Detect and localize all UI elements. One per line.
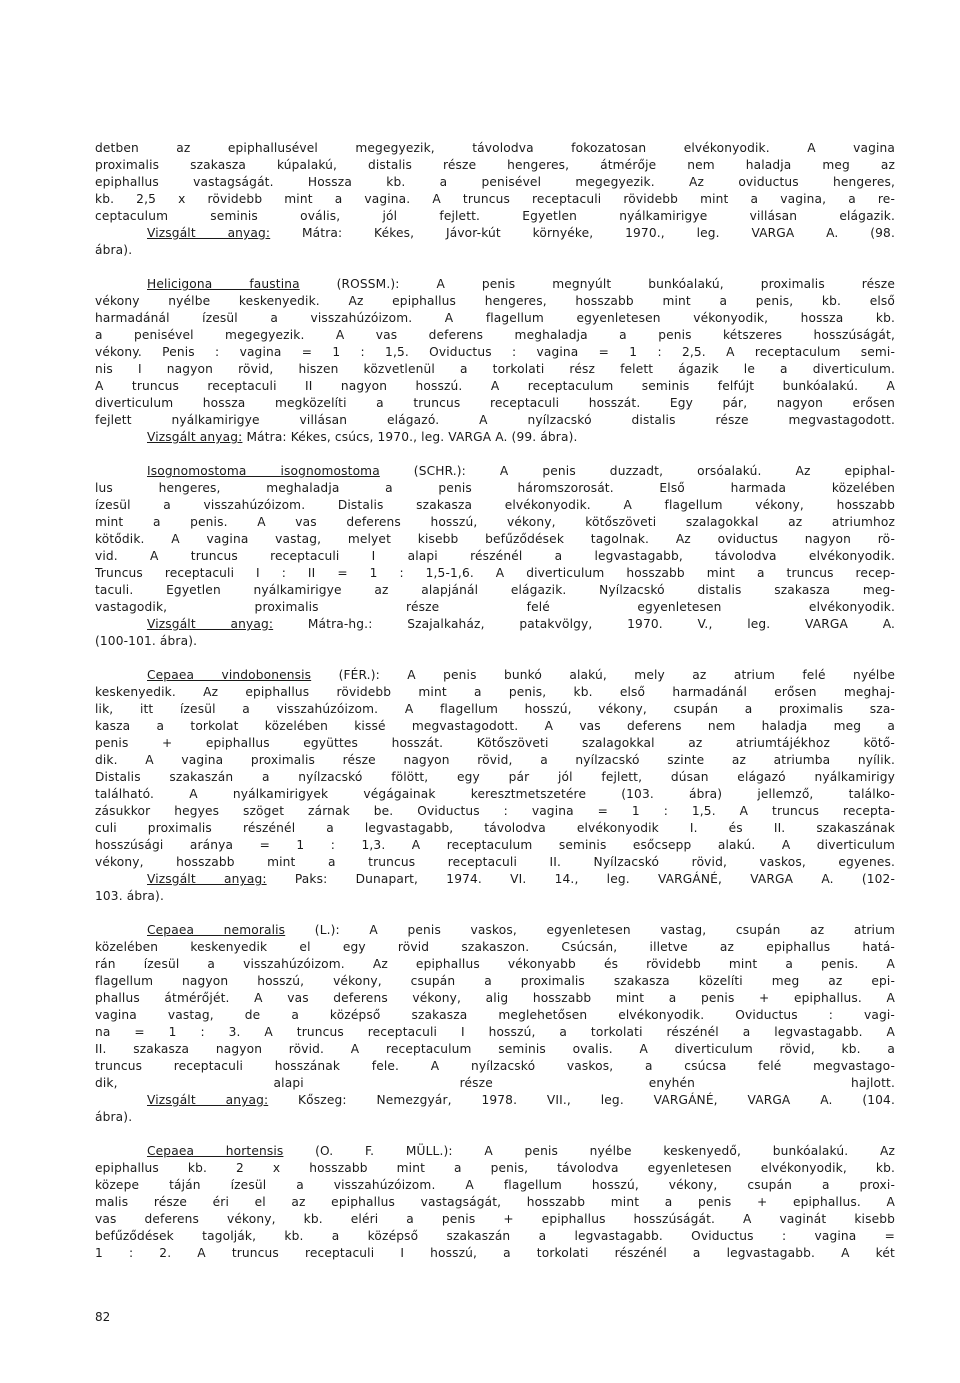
- line-text: taculi. Egyetlen nyálkamirigye az alapjánál elágazik. Nyílzacskó distalis szakasza meg-: [95, 583, 895, 597]
- line-text: harmadánál ízesül a visszahúzóizom. A flagellum egyenletesen vékonyodik, hossza kb.: [95, 311, 895, 325]
- line-text: Mátra: Kékes, Jávor-kút környéke, 1970., leg. VARGA A. (98.: [270, 226, 895, 240]
- underlined-term: Cepaea vindobonensis: [147, 668, 312, 682]
- text-line: [95, 208, 895, 225]
- line-text: zásukkor hegyes szöget zárnak be. Oviductus : vagina = 1 : 1,5. A truncus recepta-: [95, 804, 895, 818]
- text-line: [95, 599, 895, 616]
- underlined-term: Vizsgált anyag:: [147, 872, 267, 886]
- text-line: [95, 463, 895, 480]
- line-text: malis része éri el az epiphallus vastagságát, hosszabb mint a penis + epiphallus. A: [95, 1195, 895, 1209]
- line-text: (ROSSM.): A penis megnyúlt bunkóalakú, proximalis része: [299, 277, 895, 291]
- line-text: vid. A truncus receptaculi I alapi részénél a legvastagabb, távolodva elvékonyodik.: [95, 549, 895, 563]
- line-text: fejlett nyálkamirigye villásan elágazó. A nyílzacskó distalis része megvastagodott.: [95, 413, 895, 427]
- text-line: [95, 837, 895, 854]
- text-line: [95, 1194, 895, 1211]
- text-line: [95, 191, 895, 208]
- line-text: ábra).: [95, 1110, 133, 1124]
- line-text: flagellum nagyon hosszú, vékony, csupán a proximalis szakasza közelíti meg az epi-: [95, 974, 895, 988]
- underlined-term: Isognomostoma isognomostoma: [147, 464, 380, 478]
- text-line: [95, 1109, 895, 1126]
- line-text: dik, alapi része enyhén hajlott.: [95, 1076, 895, 1090]
- text-line: [95, 497, 895, 514]
- text-line: [95, 667, 895, 684]
- text-line: [95, 718, 895, 735]
- text-line: [95, 344, 895, 361]
- underlined-term: Helicigona faustina: [147, 277, 300, 291]
- text-line: [95, 820, 895, 837]
- line-text: 103. ábra).: [95, 889, 164, 903]
- line-text: detben az epiphallusével megegyezik, távolodva fokozatosan elvékonyodik. A vagina: [95, 141, 895, 155]
- text-line: [95, 1007, 895, 1024]
- text-line: [95, 293, 895, 310]
- line-text: vékony nyélbe keskenyedik. Az epiphallus hengeres, hosszabb mint a penis, kb. első: [95, 294, 895, 308]
- text-line: [95, 1160, 895, 1177]
- text-line: [95, 514, 895, 531]
- text-line: [95, 1058, 895, 1075]
- line-text: kasza a torkolat közelében kissé megvastagodott. A vas deferens nem haladja meg a: [95, 719, 895, 733]
- line-text: ízesül a visszahúzóizom. Distalis szakasza elvékonyodik. A flagellum vékony, hosszabb: [95, 498, 895, 512]
- underlined-term: Vizsgált anyag:: [147, 430, 243, 444]
- text-line: [95, 769, 895, 786]
- text-line: [95, 990, 895, 1007]
- line-text: keskenyedik. Az epiphallus rövidebb mint a penis, kb. első harmadánál erősen meghaj-: [95, 685, 895, 699]
- line-text: vastagodik, proximalis része felé egyenletesen elvékonyodik.: [95, 600, 895, 614]
- text-line: [95, 327, 895, 344]
- text-line: [95, 276, 895, 293]
- underlined-term: Vizsgált anyag:: [147, 1093, 269, 1107]
- line-text: befűződések tagolják, kb. a középső szakaszán a legvastagabb. Oviductus : vagina =: [95, 1229, 895, 1243]
- line-text: közelében keskenyedik el egy rövid szakaszon. Csúcsán, illetve az epiphallus hatá-: [95, 940, 895, 954]
- line-text: II. szakasza nagyon rövid. A receptaculum seminis ovalis. A diverticulum rövid, kb. a: [95, 1042, 895, 1056]
- line-text: (100-101. ábra).: [95, 634, 198, 648]
- text-line: [95, 565, 895, 582]
- line-text: nis I nagyon rövid, hiszen közvetlenül a torkolati rész felett ágazik le a diverticulum.: [95, 362, 895, 376]
- text-line: [95, 803, 895, 820]
- text-line: [95, 361, 895, 378]
- underlined-term: Cepaea nemoralis: [147, 923, 286, 937]
- line-text: epiphallus kb. 2 x hosszabb mint a penis, távolodva egyenletesen elvékonyodik, kb.: [95, 1161, 895, 1175]
- text-line: [95, 616, 895, 633]
- line-text: vas deferens vékony, kb. eléri a penis + epiphallus hosszúságát. A vaginát kisebb: [95, 1212, 895, 1226]
- text-line: [95, 1211, 895, 1228]
- text-line: [95, 735, 895, 752]
- line-text: ceptaculum seminis ovális, jól fejlett. Egyetlen nyálkamirigye villásan elágazik.: [95, 209, 895, 223]
- line-text: a penisével megegyezik. A vas deferens meghaladja a penis kétszeres hosszúságát,: [95, 328, 895, 342]
- text-line: [95, 939, 895, 956]
- line-text: Mátra-hg.: Szajalkaház, patakvölgy, 1970. V., leg. VARGA A.: [273, 617, 895, 631]
- line-text: vagina vastag, de a középső szakasza meglehetősen elvékonyodik. Oviductus : vagi-: [95, 1008, 895, 1022]
- line-text: A truncus receptaculi II nagyon hosszú. A receptaculum seminis felfújt bunkóalakú. A: [95, 379, 895, 393]
- line-text: epiphallus vastagságát. Hossza kb. a penisével megegyezik. Az oviductus hengeres,: [95, 175, 895, 189]
- text-line: [95, 871, 895, 888]
- paragraph: [95, 1143, 895, 1262]
- text-line: [95, 633, 895, 650]
- text-line: [95, 412, 895, 429]
- line-text: vékony. Penis : vagina = 1 : 1,5. Oviductus : vagina = 1 : 2,5. A receptaculum semi-: [95, 345, 895, 359]
- line-text: dik. A vagina proximalis része nagyon rövid, a nyílzacskó szinte az atriumba nyílik.: [95, 753, 895, 767]
- line-text: Kőszeg: Nemezgyár, 1978. VII., leg. VARGÁNÉ, VARGA A. (104.: [268, 1093, 895, 1107]
- underlined-term: Vizsgált anyag:: [147, 617, 274, 631]
- line-text: 1 : 2. A truncus receptaculi I hosszú, a torkolati részénél a legvastagabb. A két: [95, 1246, 895, 1260]
- text-line: [95, 973, 895, 990]
- line-text: mint a penis. A vas deferens hosszú, vékony, kötőszöveti szalagokkal az atriumhoz: [95, 515, 895, 529]
- line-text: culi proximalis részénél a legvastagabb, távolodva elvékonyodik I. és II. szakaszának: [95, 821, 895, 835]
- line-text: (L.): A penis vaskos, egyenletesen vastag, csupán az atrium: [285, 923, 895, 937]
- text-line: [95, 1228, 895, 1245]
- line-text: lik, itt ízesül a visszahúzóizom. A flagellum hosszú, vékony, csupán a proximalis sza-: [95, 702, 895, 716]
- line-text: vékony, hosszabb mint a truncus receptaculi II. Nyílzacskó rövid, vaskos, egyenes.: [95, 855, 895, 869]
- line-text: phallus átmérőjét. A vas deferens vékony, alig hosszabb mint a penis + epiphallus. A: [95, 991, 895, 1005]
- line-text: penis + epiphallus együttes hosszát. Kötőszöveti szalagokkal az atriumtájékhoz kötő-: [95, 736, 895, 750]
- text-line: [95, 1041, 895, 1058]
- line-text: (SCHR.): A penis duzzadt, orsóalakú. Az epiphal-: [379, 464, 896, 478]
- body-text: [95, 140, 895, 1262]
- paragraph: [95, 667, 895, 905]
- text-line: [95, 531, 895, 548]
- text-line: [95, 888, 895, 905]
- text-line: [95, 310, 895, 327]
- text-line: [95, 854, 895, 871]
- line-text: Distalis szakaszán a nyílzacskó fölött, egy pár jól fejlett, dúsan elágazó nyálkamirigy: [95, 770, 895, 784]
- text-line: [95, 1092, 895, 1109]
- line-text: diverticulum hossza megközelíti a truncus receptaculi hosszát. Egy pár, nagyon erősen: [95, 396, 895, 410]
- line-text: található. A nyálkamirigyek végágainak keresztmetszetére (103. ábra) jellemző, találko-: [95, 787, 895, 801]
- line-text: rán ízesül a visszahúzóizom. Az epiphallus vékonyabb és rövidebb mint a penis. A: [95, 957, 895, 971]
- paragraph: [95, 922, 895, 1126]
- text-line: [95, 378, 895, 395]
- line-text: Paks: Dunapart, 1974. VI. 14., leg. VARGÁNÉ, VARGA A. (102-: [266, 872, 896, 886]
- line-text: kötődik. A vagina vastag, melyet kisebb befűződések tagolnak. Az oviductus nagyon rö-: [95, 532, 895, 546]
- text-line: [95, 752, 895, 769]
- paragraph: [95, 276, 895, 446]
- line-text: Mátra: Kékes, csúcs, 1970., leg. VARGA A. (99. ábra).: [242, 430, 578, 444]
- text-line: [95, 174, 895, 191]
- page-number: 82: [95, 1310, 111, 1324]
- text-line: [95, 1177, 895, 1194]
- line-text: proximalis szakasza kúpalakú, distalis része hengeres, átmérője nem haladja meg az: [95, 158, 895, 172]
- text-line: [95, 429, 895, 446]
- line-text: (O. F. MÜLL.): A penis nyélbe keskenyedő, bunkóalakú. Az: [283, 1144, 895, 1158]
- text-line: [95, 956, 895, 973]
- line-text: lus hengeres, meghaladja a penis háromszorosát. Első harmada közelében: [95, 481, 895, 495]
- line-text: közepe táján ízesül a visszahúzóizom. A flagellum hosszú, vékony, csupán a proxi-: [95, 1178, 895, 1192]
- line-text: hosszúsági aránya = 1 : 1,3. A receptaculum seminis esőcsepp alakú. A diverticulum: [95, 838, 895, 852]
- text-line: [95, 548, 895, 565]
- text-line: [95, 140, 895, 157]
- text-line: [95, 1143, 895, 1160]
- text-line: [95, 157, 895, 174]
- text-line: [95, 582, 895, 599]
- text-line: [95, 242, 895, 259]
- line-text: Truncus receptaculi I : II = 1 : 1,5-1,6. A diverticulum hosszabb mint a truncus recep-: [95, 566, 895, 580]
- text-line: [95, 684, 895, 701]
- text-line: [95, 786, 895, 803]
- text-line: [95, 922, 895, 939]
- text-line: [95, 1245, 895, 1262]
- text-line: [95, 701, 895, 718]
- text-line: [95, 1075, 895, 1092]
- paragraph: [95, 140, 895, 259]
- line-text: (FÉR.): A penis bunkó alakú, mely az atrium felé nyélbe: [311, 668, 895, 682]
- text-line: [95, 225, 895, 242]
- text-line: [95, 395, 895, 412]
- text-line: [95, 480, 895, 497]
- underlined-term: Vizsgált anyag:: [147, 226, 271, 240]
- line-text: truncus receptaculi hosszának fele. A nyílzacskó vaskos, a csúcsa felé megvastago-: [95, 1059, 895, 1073]
- line-text: ábra).: [95, 243, 133, 257]
- text-line: [95, 1024, 895, 1041]
- line-text: kb. 2,5 x rövidebb mint a vagina. A truncus receptaculi rövidebb mint a vagina, a re-: [95, 192, 895, 206]
- underlined-term: Cepaea hortensis: [147, 1144, 284, 1158]
- paragraph: [95, 463, 895, 650]
- line-text: na = 1 : 3. A truncus receptaculi I hosszú, a torkolati részénél a legvastagabb. A: [95, 1025, 895, 1039]
